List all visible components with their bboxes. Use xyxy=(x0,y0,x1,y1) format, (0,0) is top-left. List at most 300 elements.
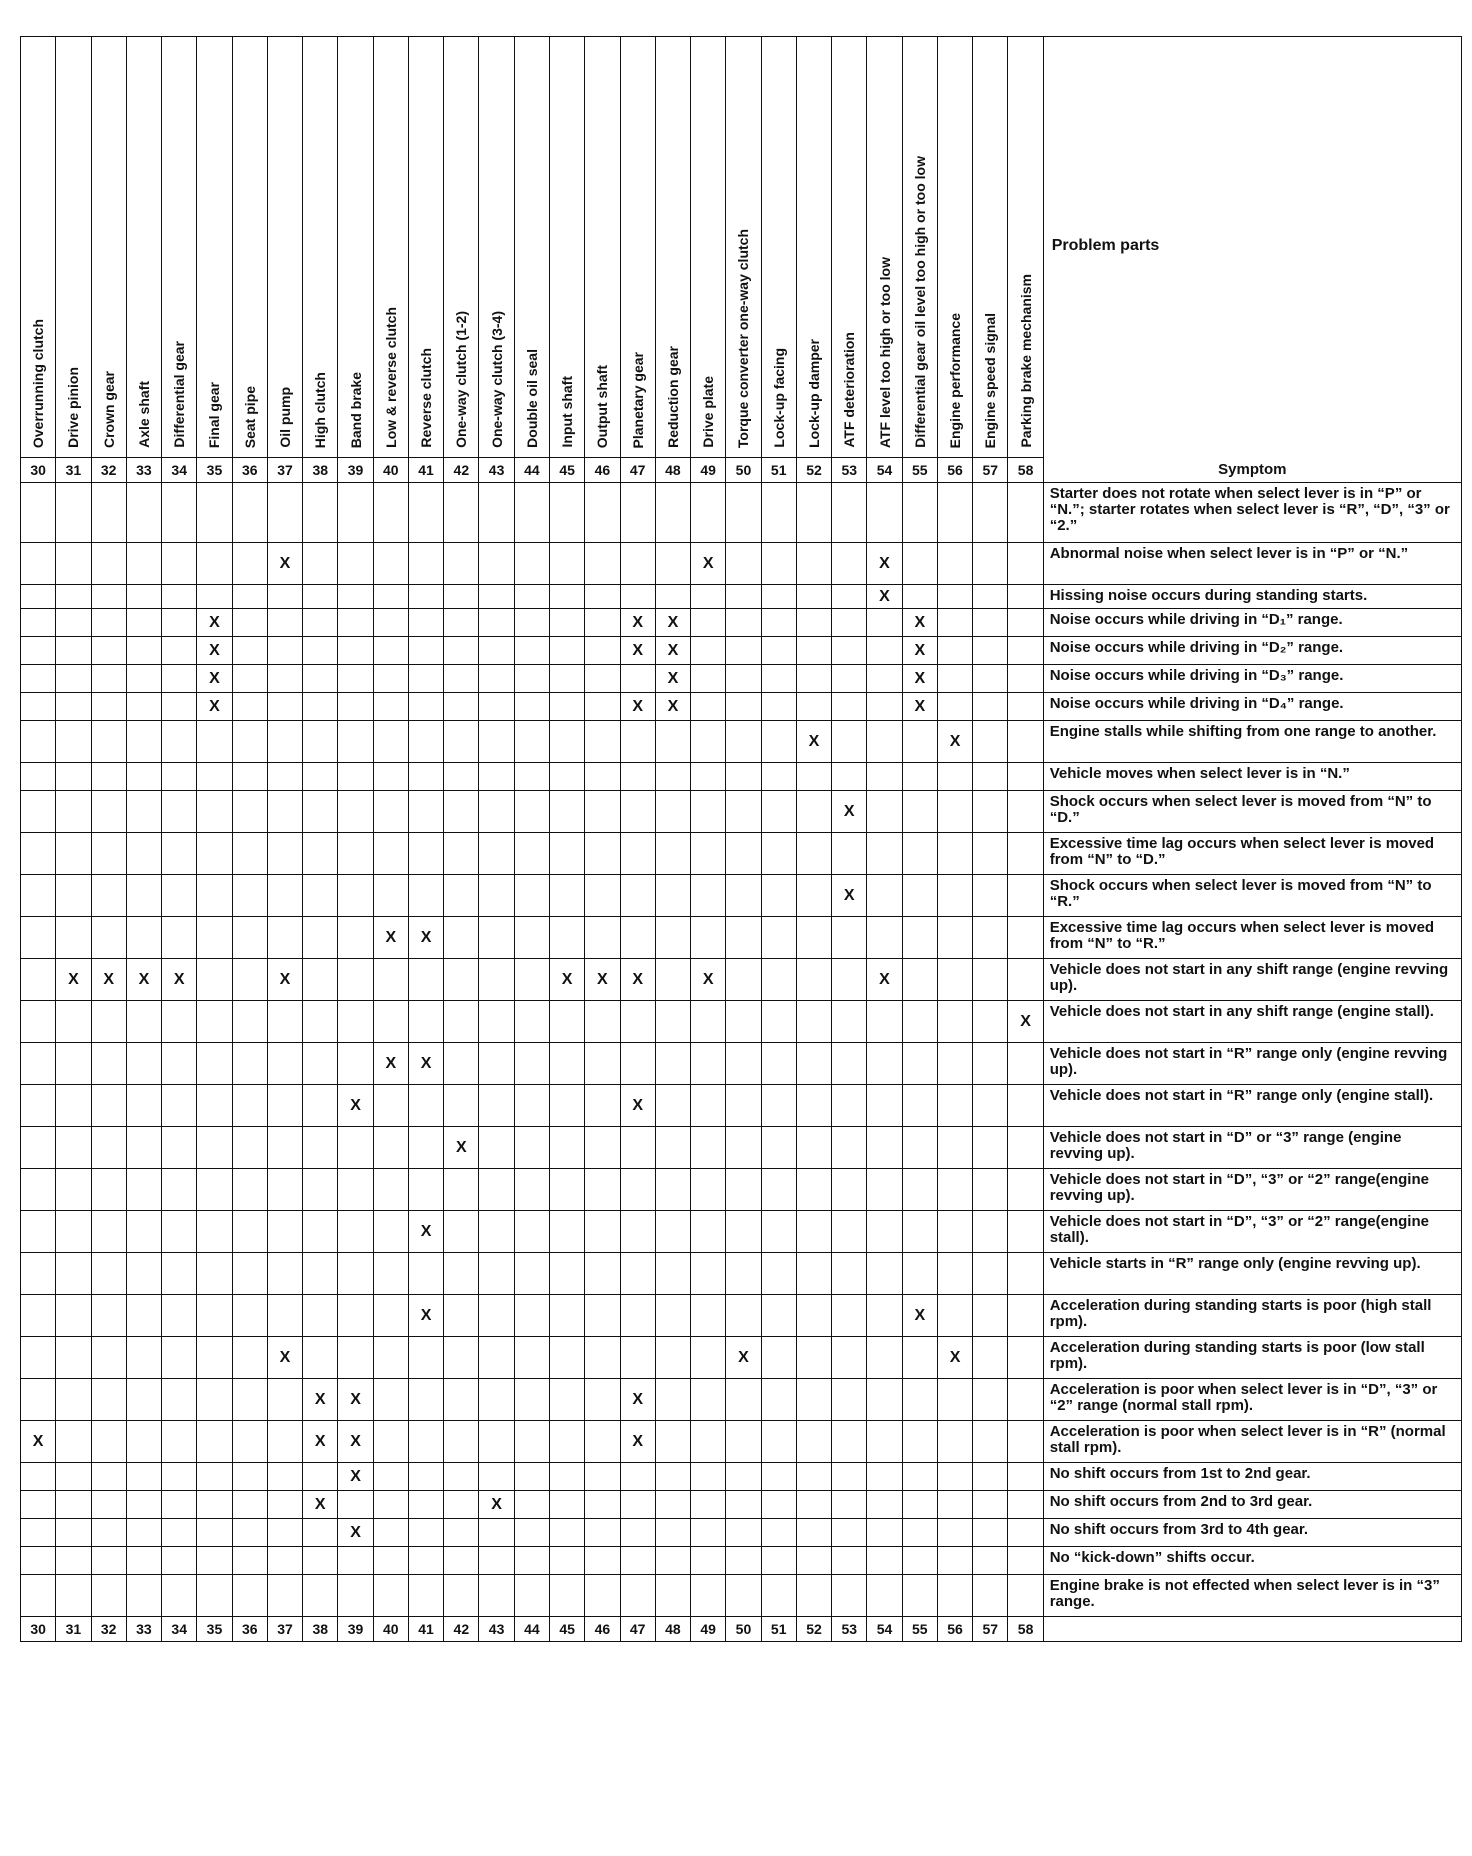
empty-cell xyxy=(444,543,479,585)
empty-cell xyxy=(21,1253,56,1295)
empty-cell xyxy=(1008,833,1043,875)
empty-cell xyxy=(303,637,338,665)
empty-cell xyxy=(726,959,761,1001)
empty-cell xyxy=(21,483,56,543)
empty-cell xyxy=(867,1463,902,1491)
empty-cell xyxy=(796,791,831,833)
empty-cell xyxy=(479,609,514,637)
empty-cell xyxy=(937,1253,972,1295)
empty-cell xyxy=(726,1491,761,1519)
empty-cell xyxy=(761,543,796,585)
empty-cell xyxy=(197,1491,232,1519)
empty-cell xyxy=(91,917,126,959)
empty-cell xyxy=(56,763,91,791)
part-name: Drive pinion xyxy=(65,367,82,448)
empty-cell xyxy=(973,1337,1008,1379)
empty-cell xyxy=(408,791,443,833)
empty-cell xyxy=(973,1491,1008,1519)
empty-cell xyxy=(691,665,726,693)
empty-cell xyxy=(867,1001,902,1043)
empty-cell xyxy=(303,721,338,763)
empty-cell xyxy=(973,1169,1008,1211)
empty-cell xyxy=(444,833,479,875)
empty-cell xyxy=(232,665,267,693)
empty-cell xyxy=(832,1295,867,1337)
empty-cell xyxy=(620,763,655,791)
empty-cell xyxy=(162,917,197,959)
empty-cell xyxy=(373,1491,408,1519)
empty-cell xyxy=(514,1379,549,1421)
empty-cell xyxy=(408,1379,443,1421)
mark-x: X xyxy=(197,693,232,721)
empty-cell xyxy=(937,637,972,665)
empty-cell xyxy=(691,1001,726,1043)
empty-cell xyxy=(338,875,373,917)
empty-cell xyxy=(197,1211,232,1253)
empty-cell xyxy=(620,721,655,763)
empty-cell xyxy=(514,609,549,637)
empty-cell xyxy=(56,1043,91,1085)
empty-cell xyxy=(549,875,584,917)
symptom-row xyxy=(21,1379,1462,1421)
empty-cell xyxy=(267,833,302,875)
empty-cell xyxy=(162,1379,197,1421)
troubleshooting-table xyxy=(20,36,1462,1642)
symptom-text: Noise occurs while driving in “D₂” range. xyxy=(1043,637,1461,665)
empty-cell xyxy=(479,721,514,763)
empty-cell xyxy=(761,959,796,1001)
empty-cell xyxy=(655,1169,690,1211)
empty-cell xyxy=(726,1043,761,1085)
column-number: 52 xyxy=(796,458,831,483)
column-number: 42 xyxy=(444,1617,479,1642)
empty-cell xyxy=(796,1379,831,1421)
empty-cell xyxy=(585,875,620,917)
empty-cell xyxy=(691,917,726,959)
empty-cell xyxy=(91,721,126,763)
empty-cell xyxy=(867,721,902,763)
empty-cell xyxy=(91,543,126,585)
empty-cell xyxy=(232,1575,267,1617)
empty-cell xyxy=(832,693,867,721)
empty-cell xyxy=(585,833,620,875)
column-number: 47 xyxy=(620,458,655,483)
empty-cell xyxy=(796,1575,831,1617)
empty-cell xyxy=(514,1169,549,1211)
empty-cell xyxy=(444,637,479,665)
empty-cell xyxy=(937,1001,972,1043)
empty-cell xyxy=(267,1379,302,1421)
empty-cell xyxy=(796,543,831,585)
empty-cell xyxy=(232,693,267,721)
empty-cell xyxy=(21,1337,56,1379)
empty-cell xyxy=(585,1491,620,1519)
empty-cell xyxy=(126,1379,161,1421)
symptom-row xyxy=(21,1575,1462,1617)
mark-x: X xyxy=(126,959,161,1001)
empty-cell xyxy=(796,585,831,609)
empty-cell xyxy=(56,637,91,665)
column-number: 55 xyxy=(902,1617,937,1642)
empty-cell xyxy=(338,1295,373,1337)
empty-cell xyxy=(867,1337,902,1379)
empty-cell xyxy=(408,543,443,585)
empty-cell xyxy=(303,1043,338,1085)
symptom-row xyxy=(21,483,1462,543)
empty-cell xyxy=(444,693,479,721)
empty-cell xyxy=(373,1519,408,1547)
part-name: Oil pump xyxy=(276,387,293,448)
symptom-text: Vehicle starts in “R” range only (engine revving up). xyxy=(1043,1253,1461,1295)
empty-cell xyxy=(373,791,408,833)
empty-cell xyxy=(56,1463,91,1491)
empty-cell xyxy=(408,1127,443,1169)
column-number: 50 xyxy=(726,458,761,483)
part-header-52 xyxy=(796,37,831,458)
column-number: 41 xyxy=(408,458,443,483)
symptom-row xyxy=(21,1001,1462,1043)
empty-cell xyxy=(303,483,338,543)
empty-cell xyxy=(620,1043,655,1085)
symptom-header xyxy=(1043,37,1461,483)
empty-cell xyxy=(796,875,831,917)
empty-cell xyxy=(408,665,443,693)
empty-cell xyxy=(126,585,161,609)
column-number: 43 xyxy=(479,1617,514,1642)
empty-cell xyxy=(479,1253,514,1295)
empty-cell xyxy=(21,543,56,585)
empty-cell xyxy=(973,917,1008,959)
column-number: 35 xyxy=(197,458,232,483)
empty-cell xyxy=(21,693,56,721)
symptom-row xyxy=(21,1127,1462,1169)
empty-cell xyxy=(691,833,726,875)
empty-cell xyxy=(867,763,902,791)
empty-cell xyxy=(761,1337,796,1379)
empty-cell xyxy=(761,763,796,791)
mark-x: X xyxy=(338,1379,373,1421)
empty-cell xyxy=(832,665,867,693)
empty-cell xyxy=(267,585,302,609)
mark-x: X xyxy=(655,609,690,637)
empty-cell xyxy=(444,1519,479,1547)
mark-x: X xyxy=(902,1295,937,1337)
empty-cell xyxy=(56,585,91,609)
symptom-text: Excessive time lag occurs when select lever is moved from “N” to “R.” xyxy=(1043,917,1461,959)
empty-cell xyxy=(373,1295,408,1337)
empty-cell xyxy=(126,1211,161,1253)
mark-x: X xyxy=(338,1421,373,1463)
part-name: Lock-up damper xyxy=(805,339,822,448)
part-name: Torque converter one-way clutch xyxy=(735,228,752,448)
empty-cell xyxy=(197,1043,232,1085)
part-header-55 xyxy=(902,37,937,458)
empty-cell xyxy=(691,1127,726,1169)
empty-cell xyxy=(338,833,373,875)
empty-cell xyxy=(408,763,443,791)
empty-cell xyxy=(585,1211,620,1253)
mark-x: X xyxy=(832,791,867,833)
empty-cell xyxy=(479,1575,514,1617)
empty-cell xyxy=(514,1575,549,1617)
empty-cell xyxy=(408,1519,443,1547)
mark-x: X xyxy=(691,959,726,1001)
empty-cell xyxy=(91,1295,126,1337)
empty-cell xyxy=(21,609,56,637)
empty-cell xyxy=(691,791,726,833)
empty-cell xyxy=(655,1295,690,1337)
empty-cell xyxy=(832,1379,867,1421)
empty-cell xyxy=(761,1211,796,1253)
mark-x: X xyxy=(902,609,937,637)
empty-cell xyxy=(444,1169,479,1211)
empty-cell xyxy=(937,959,972,1001)
empty-cell xyxy=(867,917,902,959)
empty-cell xyxy=(902,543,937,585)
empty-cell xyxy=(126,1575,161,1617)
column-number: 51 xyxy=(761,458,796,483)
empty-cell xyxy=(303,1211,338,1253)
empty-cell xyxy=(867,1575,902,1617)
mark-x: X xyxy=(408,1295,443,1337)
mark-x: X xyxy=(620,959,655,1001)
empty-cell xyxy=(479,693,514,721)
empty-cell xyxy=(373,543,408,585)
empty-cell xyxy=(867,1169,902,1211)
empty-cell xyxy=(832,917,867,959)
empty-cell xyxy=(691,1337,726,1379)
empty-cell xyxy=(902,721,937,763)
empty-cell xyxy=(162,1001,197,1043)
mark-x: X xyxy=(655,665,690,693)
part-name: Seat pipe xyxy=(241,385,258,448)
empty-cell xyxy=(726,917,761,959)
empty-cell xyxy=(479,1169,514,1211)
empty-cell xyxy=(91,693,126,721)
empty-cell xyxy=(444,1547,479,1575)
empty-cell xyxy=(549,665,584,693)
mark-x: X xyxy=(937,1337,972,1379)
empty-cell xyxy=(91,1211,126,1253)
empty-cell xyxy=(338,1337,373,1379)
column-number: 34 xyxy=(162,1617,197,1642)
empty-cell xyxy=(620,1211,655,1253)
empty-cell xyxy=(1008,543,1043,585)
empty-cell xyxy=(796,483,831,543)
empty-cell xyxy=(937,585,972,609)
empty-cell xyxy=(126,1043,161,1085)
empty-cell xyxy=(408,1169,443,1211)
column-number: 30 xyxy=(21,458,56,483)
empty-cell xyxy=(761,791,796,833)
empty-cell xyxy=(867,1519,902,1547)
empty-cell xyxy=(514,1491,549,1519)
column-number: 35 xyxy=(197,1617,232,1642)
empty-cell xyxy=(126,1295,161,1337)
empty-cell xyxy=(902,1043,937,1085)
empty-cell xyxy=(514,543,549,585)
empty-cell xyxy=(91,833,126,875)
empty-cell xyxy=(973,1001,1008,1043)
mark-x: X xyxy=(479,1491,514,1519)
empty-cell xyxy=(655,1253,690,1295)
column-number: 38 xyxy=(303,458,338,483)
empty-cell xyxy=(338,721,373,763)
empty-cell xyxy=(408,721,443,763)
mark-x: X xyxy=(197,665,232,693)
empty-cell xyxy=(373,1575,408,1617)
empty-cell xyxy=(726,1379,761,1421)
empty-cell xyxy=(726,609,761,637)
empty-cell xyxy=(655,1337,690,1379)
empty-cell xyxy=(761,721,796,763)
column-number: 37 xyxy=(267,458,302,483)
empty-cell xyxy=(1008,875,1043,917)
empty-cell xyxy=(21,1001,56,1043)
empty-cell xyxy=(267,1491,302,1519)
empty-cell xyxy=(514,1001,549,1043)
empty-cell xyxy=(549,1547,584,1575)
empty-cell xyxy=(902,1463,937,1491)
symptom-row xyxy=(21,875,1462,917)
empty-cell xyxy=(479,1295,514,1337)
mark-x: X xyxy=(655,637,690,665)
empty-cell xyxy=(408,1001,443,1043)
column-number: 58 xyxy=(1008,1617,1043,1642)
empty-cell xyxy=(338,1253,373,1295)
column-number: 41 xyxy=(408,1617,443,1642)
mark-x: X xyxy=(197,637,232,665)
empty-cell xyxy=(444,483,479,543)
empty-cell xyxy=(761,1253,796,1295)
empty-cell xyxy=(303,609,338,637)
empty-cell xyxy=(514,1337,549,1379)
empty-cell xyxy=(126,763,161,791)
empty-cell xyxy=(232,543,267,585)
column-number: 36 xyxy=(232,1617,267,1642)
empty-cell xyxy=(91,791,126,833)
symptom-row xyxy=(21,543,1462,585)
empty-cell xyxy=(373,1211,408,1253)
empty-cell xyxy=(162,1337,197,1379)
empty-cell xyxy=(197,1519,232,1547)
empty-cell xyxy=(303,1253,338,1295)
empty-cell xyxy=(549,585,584,609)
empty-cell xyxy=(796,1253,831,1295)
empty-cell xyxy=(937,1421,972,1463)
empty-cell xyxy=(902,1379,937,1421)
empty-cell xyxy=(585,1043,620,1085)
empty-cell xyxy=(479,637,514,665)
mark-x: X xyxy=(620,637,655,665)
empty-cell xyxy=(303,1575,338,1617)
empty-cell xyxy=(832,1253,867,1295)
empty-cell xyxy=(832,1491,867,1519)
empty-cell xyxy=(761,1463,796,1491)
empty-cell xyxy=(655,959,690,1001)
empty-cell xyxy=(549,1169,584,1211)
empty-cell xyxy=(1008,1421,1043,1463)
empty-cell xyxy=(126,693,161,721)
empty-cell xyxy=(1008,1575,1043,1617)
empty-cell xyxy=(1008,1211,1043,1253)
empty-cell xyxy=(514,637,549,665)
empty-cell xyxy=(56,1421,91,1463)
empty-cell xyxy=(726,1421,761,1463)
empty-cell xyxy=(303,875,338,917)
empty-cell xyxy=(585,637,620,665)
empty-cell xyxy=(303,1295,338,1337)
column-number: 40 xyxy=(373,458,408,483)
empty-cell xyxy=(444,1337,479,1379)
empty-cell xyxy=(126,791,161,833)
empty-cell xyxy=(408,875,443,917)
empty-cell xyxy=(973,1575,1008,1617)
empty-cell xyxy=(796,1001,831,1043)
empty-cell xyxy=(162,1575,197,1617)
empty-cell xyxy=(549,1127,584,1169)
column-number: 48 xyxy=(655,458,690,483)
empty-cell xyxy=(126,609,161,637)
empty-cell xyxy=(620,483,655,543)
symptom-row xyxy=(21,693,1462,721)
empty-cell xyxy=(620,1337,655,1379)
empty-cell xyxy=(444,959,479,1001)
empty-cell xyxy=(338,637,373,665)
empty-cell xyxy=(408,1575,443,1617)
empty-cell xyxy=(162,1463,197,1491)
empty-cell xyxy=(303,791,338,833)
symptom-text: Acceleration during standing starts is poor (low stall rpm). xyxy=(1043,1337,1461,1379)
empty-cell xyxy=(726,1169,761,1211)
column-number: 40 xyxy=(373,1617,408,1642)
empty-cell xyxy=(232,763,267,791)
empty-cell xyxy=(761,483,796,543)
empty-cell xyxy=(761,585,796,609)
empty-cell xyxy=(867,1295,902,1337)
empty-cell xyxy=(937,791,972,833)
empty-cell xyxy=(338,791,373,833)
symptom-row xyxy=(21,1519,1462,1547)
empty-cell xyxy=(373,721,408,763)
empty-cell xyxy=(937,1043,972,1085)
empty-cell xyxy=(902,1211,937,1253)
empty-cell xyxy=(56,1337,91,1379)
empty-cell xyxy=(655,917,690,959)
empty-cell xyxy=(796,833,831,875)
empty-cell xyxy=(1008,1379,1043,1421)
empty-cell xyxy=(479,543,514,585)
empty-cell xyxy=(796,1519,831,1547)
mark-x: X xyxy=(867,585,902,609)
empty-cell xyxy=(21,1379,56,1421)
empty-cell xyxy=(585,1169,620,1211)
symptom-row xyxy=(21,1085,1462,1127)
empty-cell xyxy=(832,721,867,763)
empty-cell xyxy=(937,1379,972,1421)
empty-cell xyxy=(162,791,197,833)
empty-cell xyxy=(232,875,267,917)
empty-cell xyxy=(620,917,655,959)
empty-cell xyxy=(691,1295,726,1337)
empty-cell xyxy=(761,1421,796,1463)
symptom-text: Noise occurs while driving in “D₃” range. xyxy=(1043,665,1461,693)
empty-cell xyxy=(655,1547,690,1575)
empty-cell xyxy=(91,585,126,609)
part-name: Output shaft xyxy=(594,364,611,448)
empty-cell xyxy=(761,1575,796,1617)
empty-cell xyxy=(56,609,91,637)
